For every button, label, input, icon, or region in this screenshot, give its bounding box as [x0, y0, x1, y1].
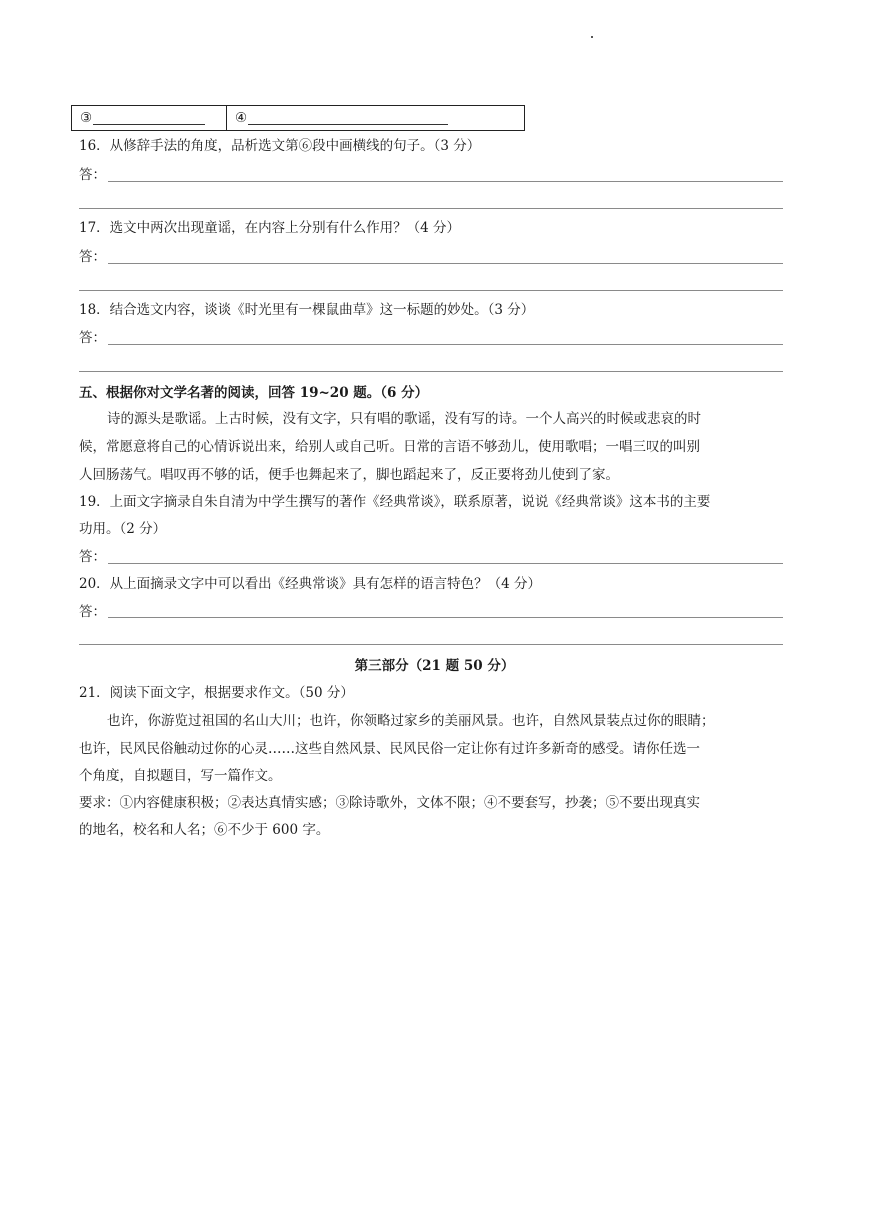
question-17: 17．选文中两次出现童谣，在内容上分别有什么作用？（4 分）: [79, 220, 461, 236]
blank-line: [93, 112, 205, 125]
answer-line[interactable]: [108, 263, 783, 264]
answer-label-20: 答：: [79, 604, 106, 620]
answer-label-16: 答：: [79, 167, 106, 183]
cell-label: ③: [80, 110, 93, 126]
question-19-line2: 功用。（2 分）: [79, 521, 167, 537]
table-cell-4[interactable]: [227, 106, 524, 130]
passage-line: 诗的源头是歌谣。上古时候，没有文字，只有唱的歌谣，没有写的诗。一个人高兴的时候或悲哀的时: [107, 411, 701, 427]
answer-label-19: 答：: [79, 549, 106, 565]
section-5-heading: 五、根据你对文学名著的阅读，回答 19~20 题。（6 分）: [79, 385, 429, 401]
question-18: 18．结合选文内容，谈谈《时光里有一棵鼠曲草》这一标题的妙处。（3 分）: [79, 302, 535, 318]
answer-label-17: 答：: [79, 249, 106, 265]
passage-line: 人回肠荡气。唱叹再不够的话，便手也舞起来了，脚也蹈起来了，反正要将劲儿使到了家。: [79, 467, 619, 483]
requirements-line: 的地名，校名和人名；⑥不少于 600 字。: [79, 822, 330, 838]
answer-line[interactable]: [108, 181, 783, 182]
question-16: 16．从修辞手法的角度，品析选文第⑥段中画横线的句子。（3 分）: [79, 138, 481, 154]
answer-table: [71, 105, 525, 131]
blank-line: [248, 112, 448, 125]
prompt-line: 也许，你游览过祖国的名山大川；也许，你领略过家乡的美丽风景。也许，自然风景装点过你的眼睛；: [107, 713, 715, 729]
requirements-line: 要求：①内容健康积极；②表达真情实感；③除诗歌外，文体不限；④不要套写，抄袭；⑤不要出现真实: [79, 795, 700, 811]
answer-line[interactable]: [79, 644, 783, 645]
question-20: 20．从上面摘录文字中可以看出《经典常谈》具有怎样的语言特色？（4 分）: [79, 576, 542, 592]
prompt-line: 个角度，自拟题目，写一篇作文。: [79, 768, 282, 784]
answer-line[interactable]: [79, 208, 783, 209]
page-dot: [591, 36, 593, 38]
table-cell-3[interactable]: [72, 106, 227, 130]
answer-line[interactable]: [108, 563, 783, 564]
part-3-heading: 第三部分（21 题 50 分）: [354, 658, 515, 674]
prompt-line: 也许，民风民俗触动过你的心灵……这些自然风景、民风民俗一定让你有过许多新奇的感受。请你任选一: [79, 741, 700, 757]
answer-label-18: 答：: [79, 330, 106, 346]
cell-label: ④: [235, 110, 248, 126]
answer-line[interactable]: [108, 344, 783, 345]
passage-line: 候，常愿意将自己的心情诉说出来，给别人或自己听。日常的言语不够劲儿，使用歌唱；一唱三叹的叫别: [79, 439, 700, 455]
question-21: 21．阅读下面文字，根据要求作文。（50 分）: [79, 685, 354, 701]
answer-line[interactable]: [79, 290, 783, 291]
question-19-line1: 19．上面文字摘录自朱自清为中学生撰写的著作《经典常谈》，联系原著，说说《经典常谈》这本书的主要: [79, 494, 711, 510]
answer-line[interactable]: [79, 371, 783, 372]
answer-line[interactable]: [108, 617, 783, 618]
